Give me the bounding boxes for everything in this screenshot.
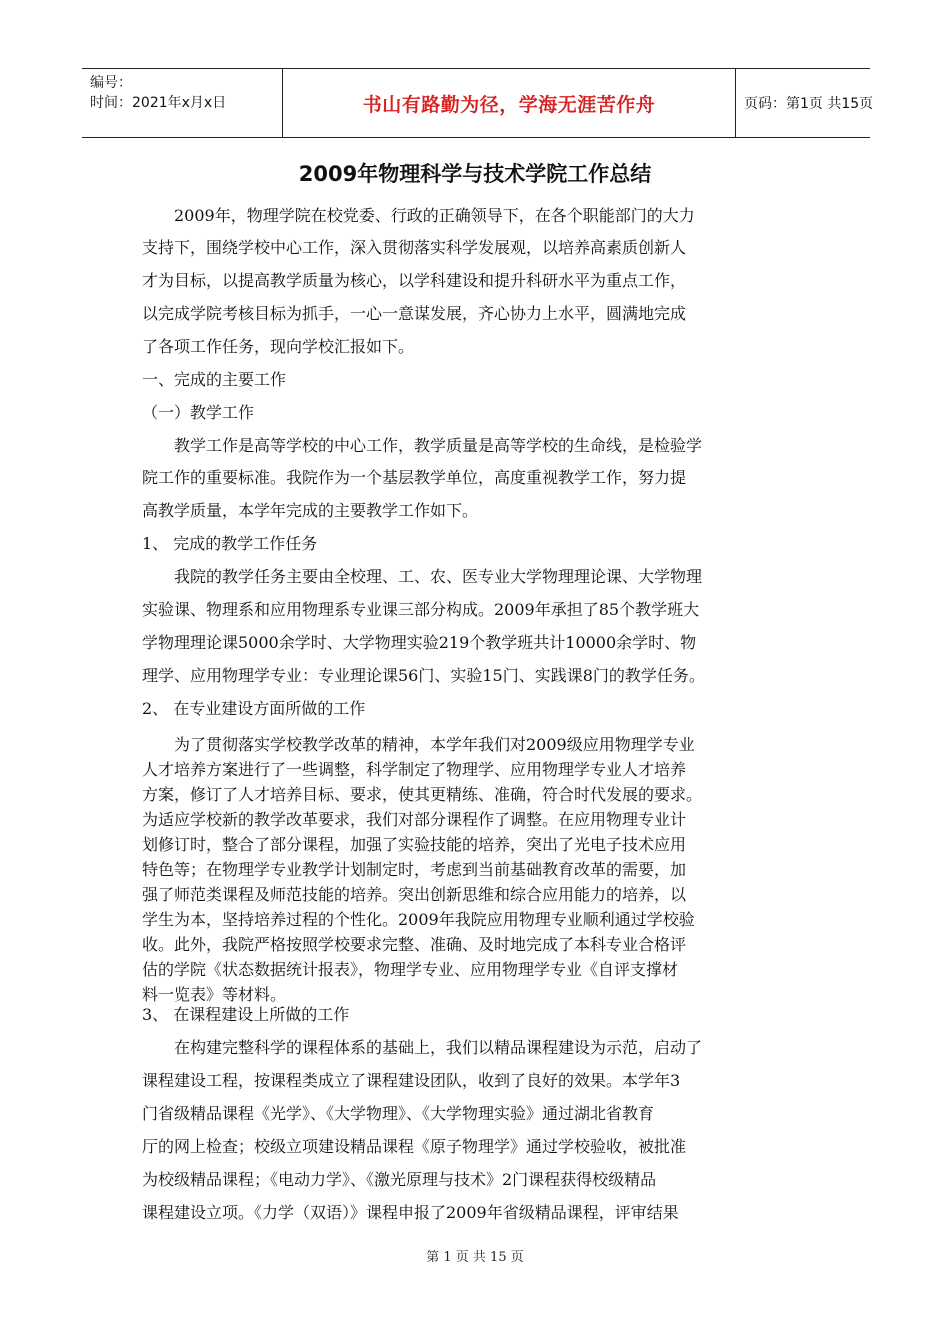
body-line: 料一览表》等材料。 bbox=[142, 985, 287, 1004]
body-line: 我院的教学任务主要由全校理、工、农、医专业大学物理理论课、大学物理 bbox=[142, 567, 703, 586]
page-footer: 第 1 页 共 15 页 bbox=[426, 1250, 524, 1265]
section-heading: 一、完成的主要工作 bbox=[142, 370, 287, 389]
header-motto-cell bbox=[282, 69, 736, 137]
body-line: 强了师范类课程及师范技能的培养。突出创新思维和综合应用能力的培养，以 bbox=[142, 885, 687, 904]
body-line: 理学、应用物理学专业：专业理论课56门、实验15门、实践课8门的教学任务。 bbox=[142, 666, 705, 685]
header-page-info: 页码：第1页 共15页 bbox=[744, 96, 874, 112]
item-heading: 3、 在课程建设上所做的工作 bbox=[142, 1005, 350, 1024]
document-number-label: 编号： bbox=[90, 75, 132, 91]
body-line: 支持下，围绕学校中心工作，深入贯彻落实科学发展观，以培养高素质创新人 bbox=[142, 238, 687, 257]
body-line: 院工作的重要标准。我院作为一个基层教学单位，高度重视教学工作，努力提 bbox=[142, 468, 687, 487]
body-line: 收。此外，我院严格按照学校要求完整、准确、及时地完成了本科专业合格评 bbox=[142, 935, 687, 954]
body-line: 学生为本，坚持培养过程的个性化。2009年我院应用物理专业顺利通过学校验 bbox=[142, 910, 695, 929]
body-line: 为校级精品课程；《电动力学》、《激光原理与技术》2门课程获得校级精品 bbox=[142, 1170, 657, 1189]
document-date-label: 时间：2021年x月x日 bbox=[90, 95, 227, 111]
body-line: 厅的网上检查；校级立项建设精品课程《原子物理学》通过学校验收，被批准 bbox=[142, 1137, 687, 1156]
item-heading: 1、 完成的教学工作任务 bbox=[142, 534, 318, 553]
body-line: 以完成学院考核目标为抓手，一心一意谋发展，齐心协力上水平，圆满地完成 bbox=[142, 304, 687, 323]
header-meta-cell bbox=[82, 69, 282, 137]
body-line: 才为目标，以提高教学质量为核心，以学科建设和提升科研水平为重点工作， bbox=[142, 271, 687, 290]
body-line: 方案，修订了人才培养目标、要求，使其更精练、准确，符合时代发展的要求。 bbox=[142, 785, 703, 804]
body-line: 估的学院《状态数据统计报表》，物理学专业、应用物理学专业《自评支撑材 bbox=[142, 960, 679, 979]
body-line: 学物理理论课5000余学时、大学物理实验219个教学班共计10000余学时、物 bbox=[142, 633, 697, 652]
document-title: 2009年物理科学与技术学院工作总结 bbox=[298, 162, 652, 186]
body-line: 了各项工作任务，现向学校汇报如下。 bbox=[142, 337, 415, 356]
body-line: 教学工作是高等学校的中心工作，教学质量是高等学校的生命线，是检验学 bbox=[142, 436, 703, 455]
header-page-cell bbox=[736, 69, 878, 137]
body-line: 在构建完整科学的课程体系的基础上，我们以精品课程建设为示范，启动了 bbox=[142, 1038, 703, 1057]
body-line: 高教学质量，本学年完成的主要教学工作如下。 bbox=[142, 501, 479, 520]
header-motto: 书山有路勤为径，学海无涯苦作舟 bbox=[362, 93, 656, 116]
body-line: 课程建设工程，按课程类成立了课程建设团队，收到了良好的效果。本学年3 bbox=[142, 1071, 681, 1090]
body-line: 为了贯彻落实学校教学改革的精神，本学年我们对2009级应用物理学专业 bbox=[142, 735, 695, 754]
body-line: 实验课、物理系和应用物理系专业课三部分构成。2009年承担了85个教学班大 bbox=[142, 600, 700, 619]
body-line: 课程建设立项。《力学（双语）》课程申报了2009年省级精品课程，评审结果 bbox=[142, 1203, 679, 1222]
body-line: 划修订时，整合了部分课程，加强了实验技能的培养，突出了光电子技术应用 bbox=[142, 835, 687, 854]
body-line: 为适应学校新的教学改革要求，我们对部分课程作了调整。在应用物理专业计 bbox=[142, 810, 687, 829]
body-line: 门省级精品课程《光学》、《大学物理》、《大学物理实验》通过湖北省教育 bbox=[142, 1104, 655, 1123]
item-heading: 2、 在专业建设方面所做的工作 bbox=[142, 699, 366, 718]
body-line: 2009年，物理学院在校党委、行政的正确领导下，在各个职能部门的大力 bbox=[142, 206, 695, 225]
body-line: 特色等；在物理学专业教学计划制定时，考虑到当前基础教育改革的需要，加 bbox=[142, 860, 687, 879]
body-line: 人才培养方案进行了一些调整，科学制定了物理学、应用物理学专业人才培养 bbox=[142, 760, 687, 779]
document-header bbox=[82, 68, 874, 138]
subsection-heading: （一）教学工作 bbox=[142, 403, 255, 422]
